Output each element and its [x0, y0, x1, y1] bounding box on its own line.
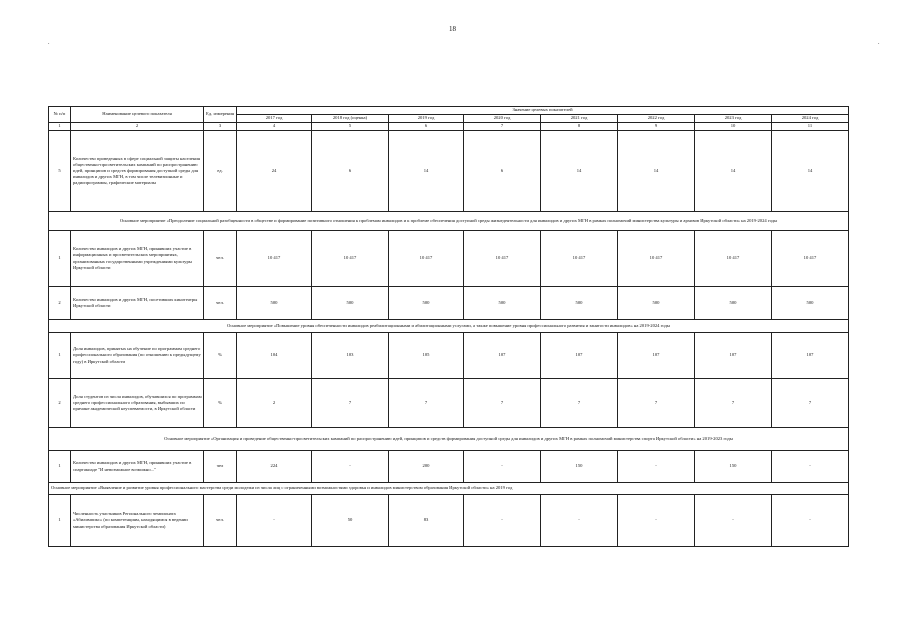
value-cell: 7 [464, 379, 541, 428]
header-year: 2018 год (оценка) [312, 115, 389, 123]
value-cell: 50 [312, 495, 389, 547]
unit-cell: % [204, 379, 237, 428]
table-row [49, 495, 849, 547]
value-cell: 10 417 [389, 231, 464, 287]
unit-cell: % [204, 333, 237, 379]
value-cell: 150 [695, 451, 772, 483]
value-cell: 14 [541, 131, 618, 212]
column-number: 7 [464, 123, 541, 131]
table-row [49, 131, 849, 212]
value-cell: 14 [695, 131, 772, 212]
row-number: 1 [49, 495, 71, 547]
value-cell: 104 [237, 333, 312, 379]
header-year: 2023 год [695, 115, 772, 123]
header-values: Значение целевых показателей [237, 107, 849, 115]
value-cell: 10 417 [541, 231, 618, 287]
indicator-name: Количество проведенных в сфере социальной защиты населения общественно-просветительских кампаний по распространению идей, принципов и средств формирования доступной среды для инвалидов и других МГН, в том числе телевизионные и радиопрограммы, графические материалы [71, 131, 204, 212]
column-number: 1 [49, 123, 71, 131]
value-cell: 10 417 [695, 231, 772, 287]
value-cell: 10 417 [772, 231, 849, 287]
table-row [49, 451, 849, 483]
value-cell: 10 417 [464, 231, 541, 287]
table-row [49, 231, 849, 287]
section-title: Основное мероприятие «Организация и проведение общественно-просветительских кампаний по распространению идей, принципов и средств формирования доступной среды для инвалидов и других МГН в рамках полномочий министерства спорта Иркутской области» на 2019-2023 годы [49, 428, 849, 451]
value-cell: 103 [312, 333, 389, 379]
value-cell: 107 [464, 333, 541, 379]
section-row [49, 212, 849, 231]
unit-cell: чел. [204, 495, 237, 547]
value-cell: 200 [389, 451, 464, 483]
header-year: 2021 год [541, 115, 618, 123]
header-year: 2024 год [772, 115, 849, 123]
value-cell: 105 [389, 333, 464, 379]
value-cell: 24 [237, 131, 312, 212]
column-number: 10 [695, 123, 772, 131]
value-cell: 107 [618, 333, 695, 379]
value-cell: 500 [772, 287, 849, 320]
value-cell: 2 [237, 379, 312, 428]
value-cell: 500 [237, 287, 312, 320]
row-number: 1 [49, 451, 71, 483]
unit-cell: чел. [204, 287, 237, 320]
header-year: 2022 год [618, 115, 695, 123]
value-cell: - [464, 451, 541, 483]
column-number: 2 [71, 123, 204, 131]
page-number: 18 [449, 25, 456, 33]
value-cell: - [312, 451, 389, 483]
value-cell: - [772, 451, 849, 483]
row-number: 2 [49, 287, 71, 320]
value-cell: - [772, 495, 849, 547]
section-title: Основное мероприятие «Преодоление социальной разобщенности в обществе и формирование позитивного отношения к проблемам инвалидов и к проблеме обеспечения доступной среды жизнедеятельности для инвалидов и других МГН в рамках полномочий министерства культуры и архивов Иркутской области» на 2019-2024 годы [49, 212, 849, 231]
value-cell: 14 [389, 131, 464, 212]
value-cell: - [695, 495, 772, 547]
row-number: 1 [49, 231, 71, 287]
value-cell: 7 [312, 379, 389, 428]
value-cell: 107 [695, 333, 772, 379]
column-number: 11 [772, 123, 849, 131]
indicator-name: Количество инвалидов и других МГН, принявших участие в спартакиаде "И невозможное возможно..." [71, 451, 204, 483]
header-name: Наименование целевого показателя [71, 107, 204, 123]
header-year: 2019 год [389, 115, 464, 123]
value-cell: 7 [772, 379, 849, 428]
value-cell: 10 417 [618, 231, 695, 287]
table-row [49, 333, 849, 379]
value-cell: 107 [541, 333, 618, 379]
section-row [49, 428, 849, 451]
indicator-name: Доля инвалидов, принятых на обучение по программам среднего профессионального образования (по отношению к предыдущему году) в Иркутской области [71, 333, 204, 379]
header-num: № п/п [49, 107, 71, 123]
value-cell: 500 [389, 287, 464, 320]
column-number: 6 [389, 123, 464, 131]
value-cell: - [237, 495, 312, 547]
value-cell: 6 [464, 131, 541, 212]
corner-mark-right: . [878, 40, 880, 46]
target-indicators-table [48, 106, 849, 547]
column-number: 4 [237, 123, 312, 131]
table-row [49, 287, 849, 320]
value-cell: - [541, 495, 618, 547]
indicator-name: Доля студентов из числа инвалидов, обучавшихся по программам среднего профессионального образования, выбывших по причине академической неуспеваемости, в Иркутской области [71, 379, 204, 428]
value-cell: 10 417 [237, 231, 312, 287]
value-cell: - [618, 495, 695, 547]
value-cell: 500 [618, 287, 695, 320]
section-title: Основное мероприятие «Выявление и развитие уровня профессионального мастерства среди молодежи из числа лиц с ограниченными возможностями здоровья и инвалидов министерством образования Иркутской области» на 2019 год [49, 483, 849, 495]
table-row [49, 379, 849, 428]
header-year: 2017 год [237, 115, 312, 123]
row-number: 5 [49, 131, 71, 212]
value-cell: 14 [772, 131, 849, 212]
value-cell: 500 [695, 287, 772, 320]
unit-cell: чел. [204, 231, 237, 287]
value-cell: 500 [312, 287, 389, 320]
indicator-name: Численность участников Регионального чемпионата «Абилимпикс» (по компетенциям, находящимся в ведении министерства образования Иркутской области) [71, 495, 204, 547]
value-cell: - [618, 451, 695, 483]
header-year: 2020 год [464, 115, 541, 123]
unit-cell: чел [204, 451, 237, 483]
value-cell: 150 [541, 451, 618, 483]
column-number: 5 [312, 123, 389, 131]
section-title: Основное мероприятие «Повышение уровня обеспеченности инвалидов реабилитационными и абилитационными услугами, а также повышение уровня профессионального развития и занятости инвалидов» на 2019-2024 годы [49, 320, 849, 333]
section-row [49, 320, 849, 333]
column-number: 8 [541, 123, 618, 131]
value-cell: 500 [541, 287, 618, 320]
value-cell: 224 [237, 451, 312, 483]
value-cell: 14 [618, 131, 695, 212]
column-number: 9 [618, 123, 695, 131]
column-number: 3 [204, 123, 237, 131]
header-unit: Ед. измерения [204, 107, 237, 123]
section-row [49, 483, 849, 495]
value-cell: 107 [772, 333, 849, 379]
value-cell: 7 [618, 379, 695, 428]
value-cell: 7 [389, 379, 464, 428]
value-cell: 7 [695, 379, 772, 428]
value-cell: 83 [389, 495, 464, 547]
value-cell: 10 417 [312, 231, 389, 287]
corner-mark-left: . [48, 40, 50, 46]
value-cell: 500 [464, 287, 541, 320]
indicator-name: Количество инвалидов и других МГН, посетивших кинотеатры Иркутской области [71, 287, 204, 320]
value-cell: - [464, 495, 541, 547]
value-cell: 7 [541, 379, 618, 428]
indicator-name: Количество инвалидов и других МГН, принявших участие в информационных и просветительских мероприятиях, организованных государственными учреждениями культуры Иркутской области [71, 231, 204, 287]
unit-cell: ед. [204, 131, 237, 212]
value-cell: 6 [312, 131, 389, 212]
row-number: 2 [49, 379, 71, 428]
row-number: 1 [49, 333, 71, 379]
